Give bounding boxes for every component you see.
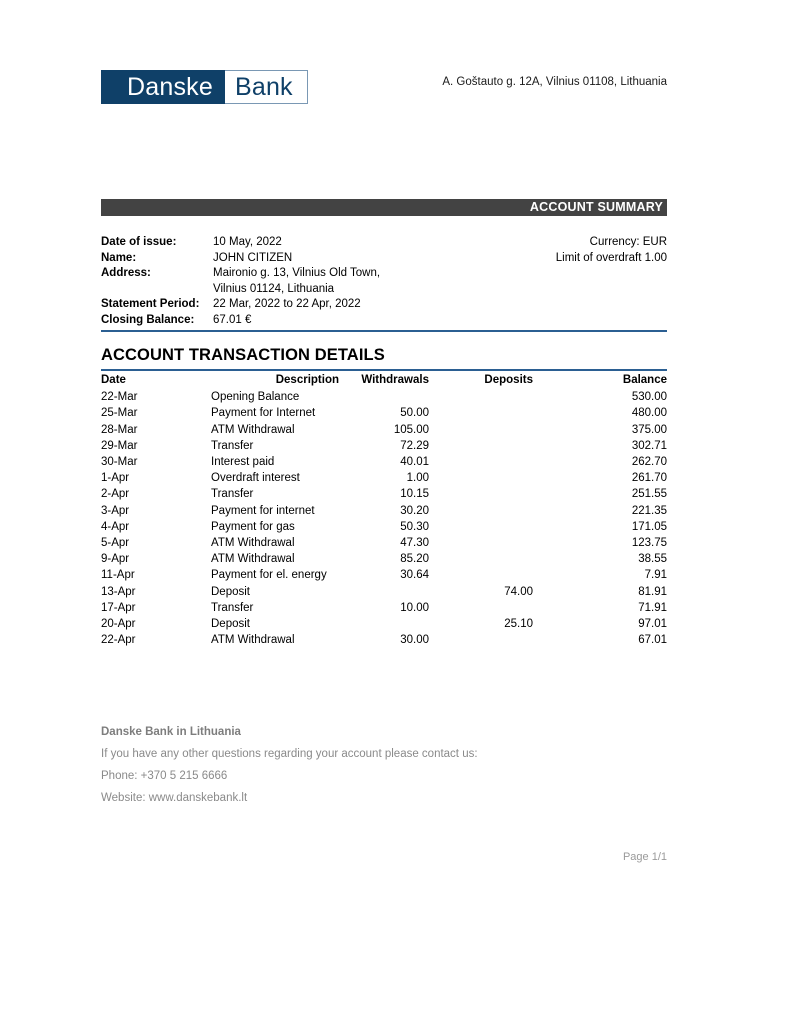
cell-date: 29-Mar [101, 439, 138, 452]
cell-date: 30-Mar [101, 456, 138, 469]
cell-withdrawal [339, 584, 429, 600]
danske-bank-logo [101, 70, 308, 104]
cell-date: 3-Apr [101, 504, 130, 517]
summary-row-closing-balance [101, 313, 461, 329]
table-row [101, 600, 667, 616]
column-header-withdrawals: Withdrawals [361, 374, 429, 386]
cell-balance: 97.01 [638, 618, 667, 631]
cell-deposit: 25.10 [504, 618, 533, 631]
cell-withdrawal: 30.00 [400, 634, 429, 647]
table-row [101, 535, 667, 551]
cell-description: ATM Withdrawal [211, 634, 295, 647]
table-row [101, 422, 667, 438]
cell-description: Deposit [211, 618, 250, 631]
cell-description: Overdraft interest [211, 472, 300, 485]
summary-label-address: Address: [101, 267, 151, 279]
account-summary-band: ACCOUNT SUMMARY [101, 199, 667, 216]
cell-date: 22-Apr [101, 634, 136, 647]
cell-date: 25-Mar [101, 407, 138, 420]
cell-date: 22-Mar [101, 391, 138, 404]
cell-balance: 171.05 [631, 520, 667, 533]
cell-date: 13-Apr [101, 585, 136, 598]
cell-balance: 221.35 [631, 504, 667, 517]
cell-date: 1-Apr [101, 472, 130, 485]
cell-description: Payment for gas [211, 520, 295, 533]
page-number-container [101, 851, 667, 865]
cell-description: Opening Balance [211, 391, 300, 404]
transactions-table [101, 372, 667, 648]
cell-withdrawal: 50.00 [400, 407, 429, 420]
cell-date: 17-Apr [101, 601, 136, 614]
account-summary-fields [101, 235, 461, 328]
cell-deposit [429, 422, 533, 438]
cell-withdrawal: 72.29 [400, 439, 429, 452]
column-header-balance: Balance [622, 374, 667, 386]
cell-deposit [429, 632, 533, 648]
cell-withdrawal: 10.00 [400, 601, 429, 614]
cell-deposit [429, 438, 533, 454]
table-top-divider [101, 369, 667, 371]
cell-deposit [429, 535, 533, 551]
cell-date: 28-Mar [101, 423, 138, 436]
cell-date: 11-Apr [101, 569, 135, 582]
bank-address: A. Goštauto g. 12A, Vilnius 01108, Lithuania [442, 76, 667, 88]
cell-withdrawal: 50.30 [400, 520, 429, 533]
cell-balance: 38.55 [638, 553, 667, 566]
cell-deposit [429, 600, 533, 616]
cell-withdrawal: 105.00 [393, 423, 429, 436]
summary-value-date-of-issue: 10 May, 2022 [213, 236, 282, 248]
account-summary-currency-block [556, 235, 667, 266]
cell-deposit [429, 519, 533, 535]
summary-label-closing-balance: Closing Balance: [101, 313, 195, 326]
cell-description: ATM Withdrawal [211, 423, 295, 436]
summary-value-address-line2: Vilnius 01124, Lithuania [213, 282, 335, 295]
table-row [101, 470, 667, 486]
cell-withdrawal: 47.30 [400, 537, 429, 550]
cell-balance: 81.91 [638, 585, 667, 598]
cell-deposit [429, 503, 533, 519]
table-row [101, 584, 667, 600]
cell-deposit [429, 567, 533, 583]
cell-balance: 7.91 [644, 569, 667, 582]
summary-label-date-of-issue: Date of issue: [101, 236, 177, 248]
summary-row-date-of-issue [101, 235, 461, 251]
table-row [101, 438, 667, 454]
summary-row-statement-period [101, 297, 461, 313]
cell-balance: 71.91 [638, 601, 667, 614]
cell-withdrawal: 40.01 [400, 456, 429, 469]
cell-description: Transfer [211, 601, 254, 614]
cell-date: 2-Apr [101, 488, 130, 501]
transaction-details-title: ACCOUNT TRANSACTION DETAILS [101, 346, 385, 364]
cell-deposit [429, 486, 533, 502]
summary-label-name: Name: [101, 251, 137, 264]
cell-balance: 375.00 [631, 423, 667, 436]
table-row [101, 632, 667, 648]
cell-withdrawal: 30.64 [400, 569, 429, 582]
table-row [101, 503, 667, 519]
cell-balance: 302.71 [631, 439, 667, 452]
summary-value-name: JOHN CITIZEN [213, 251, 293, 264]
cell-deposit [429, 470, 533, 486]
cell-balance: 261.70 [631, 472, 667, 485]
cell-balance: 530.00 [631, 391, 667, 404]
cell-balance: 251.55 [631, 488, 667, 501]
cell-date: 9-Apr [101, 553, 130, 566]
cell-date: 4-Apr [101, 520, 130, 533]
table-row [101, 551, 667, 567]
column-header-description: Description [275, 374, 339, 386]
table-row [101, 567, 667, 583]
cell-withdrawal: 85.20 [400, 553, 429, 566]
cell-description: Payment for el. energy [211, 569, 327, 582]
page-number: Page 1/1 [622, 851, 667, 863]
footer-title: Danske Bank in Lithuania [101, 726, 241, 738]
summary-value-address-line1: Maironio g. 13, Vilnius Old Town, [213, 267, 381, 279]
table-row [101, 486, 667, 502]
cell-deposit [429, 405, 533, 421]
summary-label-statement-period: Statement Period: [101, 298, 200, 310]
cell-description: ATM Withdrawal [211, 537, 295, 550]
cell-withdrawal: 30.20 [400, 504, 429, 517]
cell-balance: 262.70 [631, 456, 667, 469]
footer-contact-line: If you have any other questions regarding your account please contact us: [101, 748, 478, 760]
cell-description: Payment for Internet [211, 407, 316, 420]
summary-row-address-line2 [101, 282, 461, 298]
footer-phone: Phone: +370 5 215 6666 [101, 770, 228, 782]
summary-row-address [101, 266, 461, 282]
cell-description: ATM Withdrawal [211, 553, 295, 566]
footer-contact-block [101, 721, 667, 809]
cell-deposit [429, 389, 533, 405]
document-header [101, 70, 667, 110]
cell-description: Deposit [211, 585, 250, 598]
summary-divider [101, 330, 667, 332]
cell-deposit [429, 551, 533, 567]
table-row [101, 454, 667, 470]
table-row [101, 616, 667, 632]
summary-overdraft-limit: Limit of overdraft 1.00 [555, 251, 667, 264]
column-header-deposits: Deposits [484, 374, 533, 386]
cell-withdrawal [339, 389, 429, 405]
summary-value-statement-period: 22 Mar, 2022 to 22 Apr, 2022 [213, 298, 361, 310]
transactions-table-body [101, 389, 667, 648]
table-header-row [101, 372, 667, 389]
cell-description: Transfer [211, 439, 254, 452]
cell-withdrawal [339, 616, 429, 632]
table-row [101, 389, 667, 405]
summary-value-closing-balance: 67.01 € [213, 313, 252, 326]
logo-danske-text: Danske [101, 70, 225, 104]
summary-row-name [101, 251, 461, 267]
cell-deposit: 74.00 [504, 585, 533, 598]
cell-balance: 67.01 [638, 634, 667, 647]
cell-description: Transfer [211, 488, 254, 501]
table-row [101, 519, 667, 535]
cell-deposit [429, 454, 533, 470]
cell-balance: 123.75 [631, 537, 667, 550]
cell-description: Payment for internet [211, 504, 315, 517]
column-header-date: Date [101, 374, 126, 386]
transactions-table-head [101, 372, 667, 389]
logo-bank-text: Bank [225, 70, 308, 104]
cell-withdrawal: 10.15 [400, 488, 429, 501]
cell-date: 5-Apr [101, 537, 130, 550]
footer-website: Website: www.danskebank.lt [101, 792, 248, 804]
summary-currency: Currency: EUR [589, 236, 667, 248]
cell-description: Interest paid [211, 456, 275, 469]
cell-withdrawal: 1.00 [406, 472, 429, 485]
cell-date: 20-Apr [101, 618, 136, 631]
cell-balance: 480.00 [631, 407, 667, 420]
table-row [101, 405, 667, 421]
